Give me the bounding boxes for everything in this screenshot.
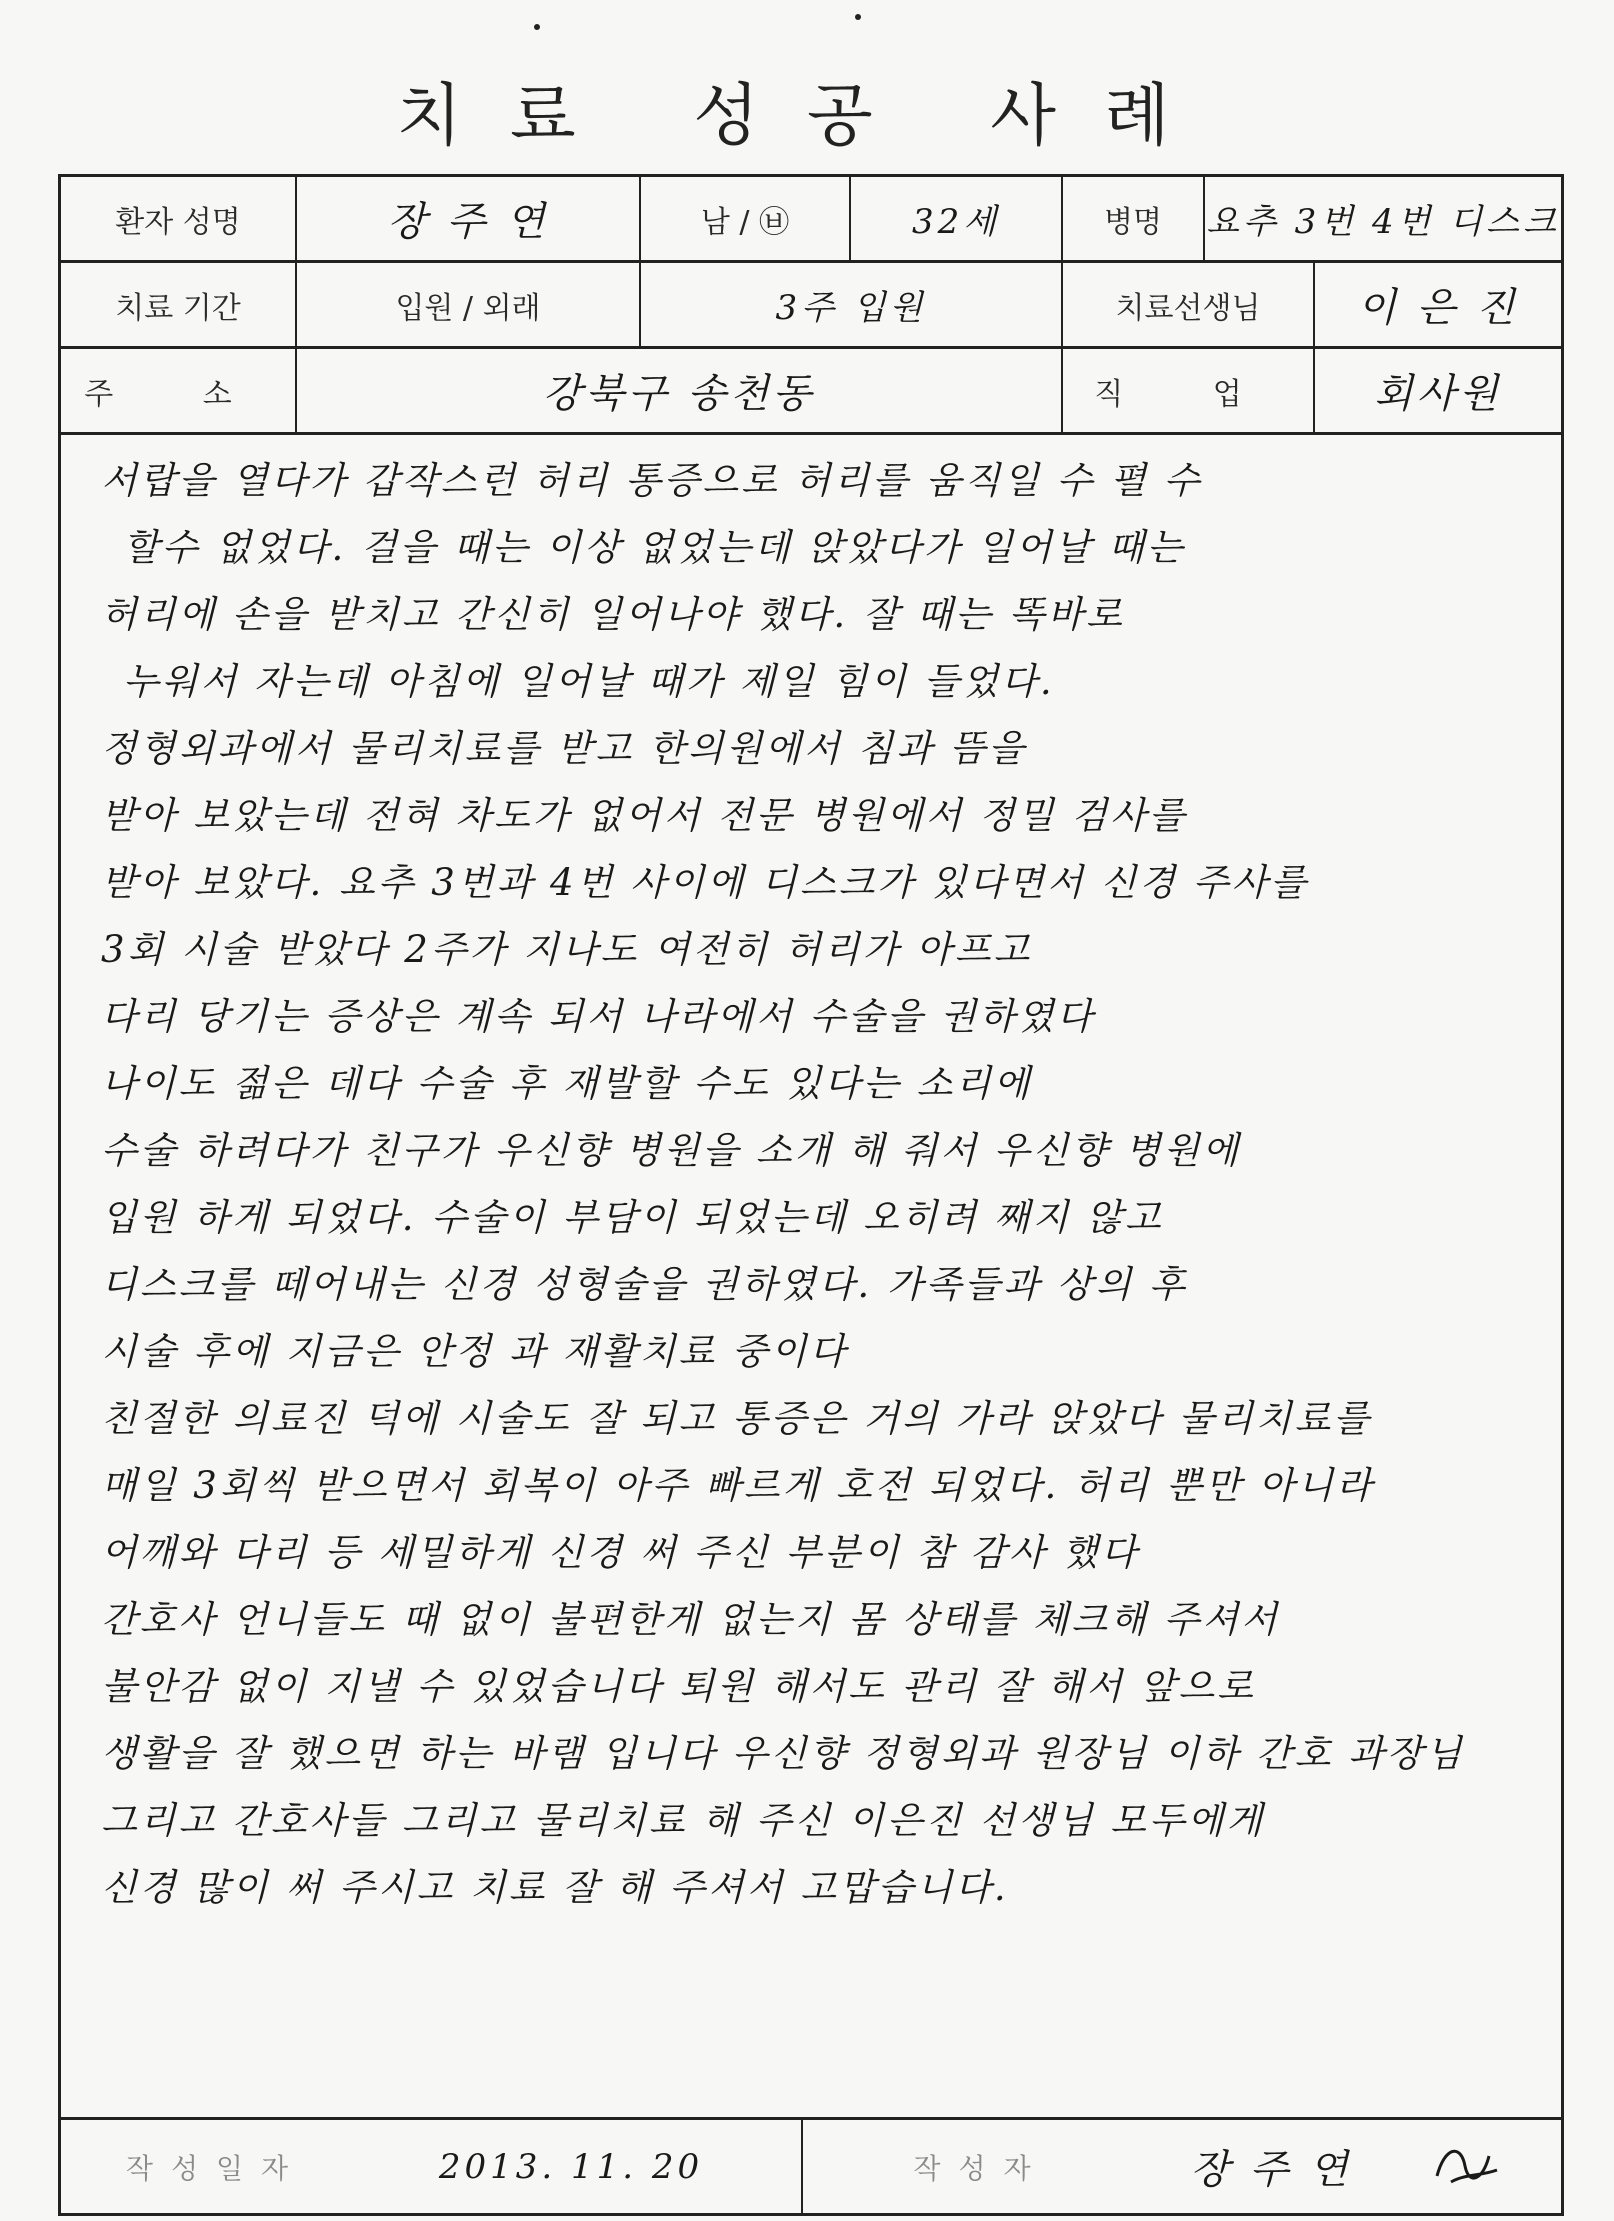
form-row-period: [61, 263, 1561, 349]
doctor-label: 치료선생님: [1063, 263, 1315, 346]
testimonial-form: [58, 174, 1564, 2216]
narrative-line: 수술 하려다가 친구가 우신향 병원을 소개 해 줘서 우신향 병원에: [101, 1129, 1242, 1172]
narrative-line: 다리 당기는 증상은 계속 되서 나라에서 수술을 권하였다: [101, 995, 1096, 1038]
job-value: 회사원: [1374, 371, 1502, 417]
narrative-line: 누워서 자는데 아침에 일어날 때가 제일 힘이 들었다.: [123, 660, 1055, 703]
narrative-line: 나이도 젊은 데다 수술 후 재발할 수도 있다는 소리에: [101, 1062, 1033, 1105]
job-label: 직 업: [1063, 349, 1315, 432]
narrative-line: 서랍을 열다가 갑작스런 허리 통증으로 허리를 움직일 수 펼 수: [101, 459, 1203, 502]
address-value: 강북구 송천동: [297, 349, 1063, 432]
narrative-line: 생활을 잘 했으면 하는 바램 입니다 우신향 정형외과 원장님 이하 간호 과장님: [101, 1732, 1465, 1775]
diagnosis-label: 병명: [1063, 177, 1205, 260]
narrative-line: 할수 없었다. 걸을 때는 이상 없었는데 앉았다가 일어날 때는: [123, 526, 1186, 569]
age-value: 32세: [851, 177, 1063, 260]
narrative-line: 그리고 간호사들 그리고 물리치료 해 주신 이은진 선생님 모두에게: [101, 1799, 1266, 1842]
narrative-line: 허리에 손을 받치고 간신히 일어나야 했다. 잘 때는 똑바로: [101, 593, 1125, 636]
patient-name-value: 장 주 연: [297, 177, 641, 260]
narrative-line: 친절한 의료진 덕에 시술도 잘 되고 통증은 거의 가라 앉았다 물리치료를: [101, 1397, 1373, 1440]
form-row-address: [61, 349, 1561, 435]
doctor-value: 이 은 진: [1357, 285, 1519, 331]
writer-label: 작성자: [913, 2151, 1049, 2185]
narrative-line: 정형외과에서 물리치료를 받고 한의원에서 침과 뜸을: [101, 727, 1028, 770]
inpatient-outpatient-label: 입원 / 외래: [297, 263, 641, 346]
narrative-line: 디스크를 떼어내는 신경 성형술을 권하였다. 가족들과 상의 후: [101, 1263, 1188, 1306]
narrative-line: 시술 후에 지금은 안정 과 재활치료 중이다: [101, 1330, 849, 1373]
diagnosis-value: 요추 3번 4번 디스크: [1206, 202, 1560, 242]
date-label: 작성일자: [125, 2151, 307, 2185]
treatment-period-label: 치료 기간: [61, 263, 297, 346]
narrative-line: 매일 3회씩 받으면서 회복이 아주 빠르게 호전 되었다. 허리 뿐만 아니라: [101, 1464, 1375, 1507]
scan-speck: [855, 14, 861, 20]
sex-label: 남 / ㉥: [641, 177, 851, 260]
writer-value: 장 주 연: [1190, 2147, 1352, 2193]
testimonial-body: [101, 447, 1521, 1921]
address-label: 주 소: [61, 349, 297, 432]
narrative-line: 받아 보았다. 요추 3번과 4번 사이에 디스크가 있다면서 신경 주사를: [101, 861, 1309, 904]
narrative-line: 받아 보았는데 전혀 차도가 없어서 전문 병원에서 정밀 검사를: [101, 794, 1188, 837]
form-footer: [61, 2117, 1561, 2213]
treatment-period-value: 3주 입원: [641, 263, 1063, 346]
footer-divider: [801, 2120, 803, 2213]
signature-mark: [1431, 2136, 1501, 2194]
narrative-line: 입원 하게 되었다. 수술이 부담이 되었는데 오히려 째지 않고: [101, 1196, 1164, 1239]
scan-speck: [534, 24, 540, 30]
narrative-line: 3회 시술 받았다 2주가 지나도 여전히 허리가 아프고: [101, 928, 1033, 971]
patient-name-label: 환자 성명: [61, 177, 297, 260]
narrative-line: 불안감 없이 지낼 수 있었습니다 퇴원 해서도 관리 잘 해서 앞으로: [101, 1665, 1256, 1708]
narrative-line: 간호사 언니들도 때 없이 불편한게 없는지 몸 상태를 체크해 주셔서: [101, 1598, 1280, 1641]
form-row-patient: [61, 177, 1561, 263]
page-title: 치료 성공 사례: [396, 77, 1218, 156]
narrative-line: 신경 많이 써 주시고 치료 잘 해 주셔서 고맙습니다.: [101, 1866, 1009, 1909]
narrative-line: 어깨와 다리 등 세밀하게 신경 써 주신 부분이 참 감사 했다: [101, 1531, 1140, 1574]
date-value: 2013. 11. 20: [438, 2146, 704, 2187]
